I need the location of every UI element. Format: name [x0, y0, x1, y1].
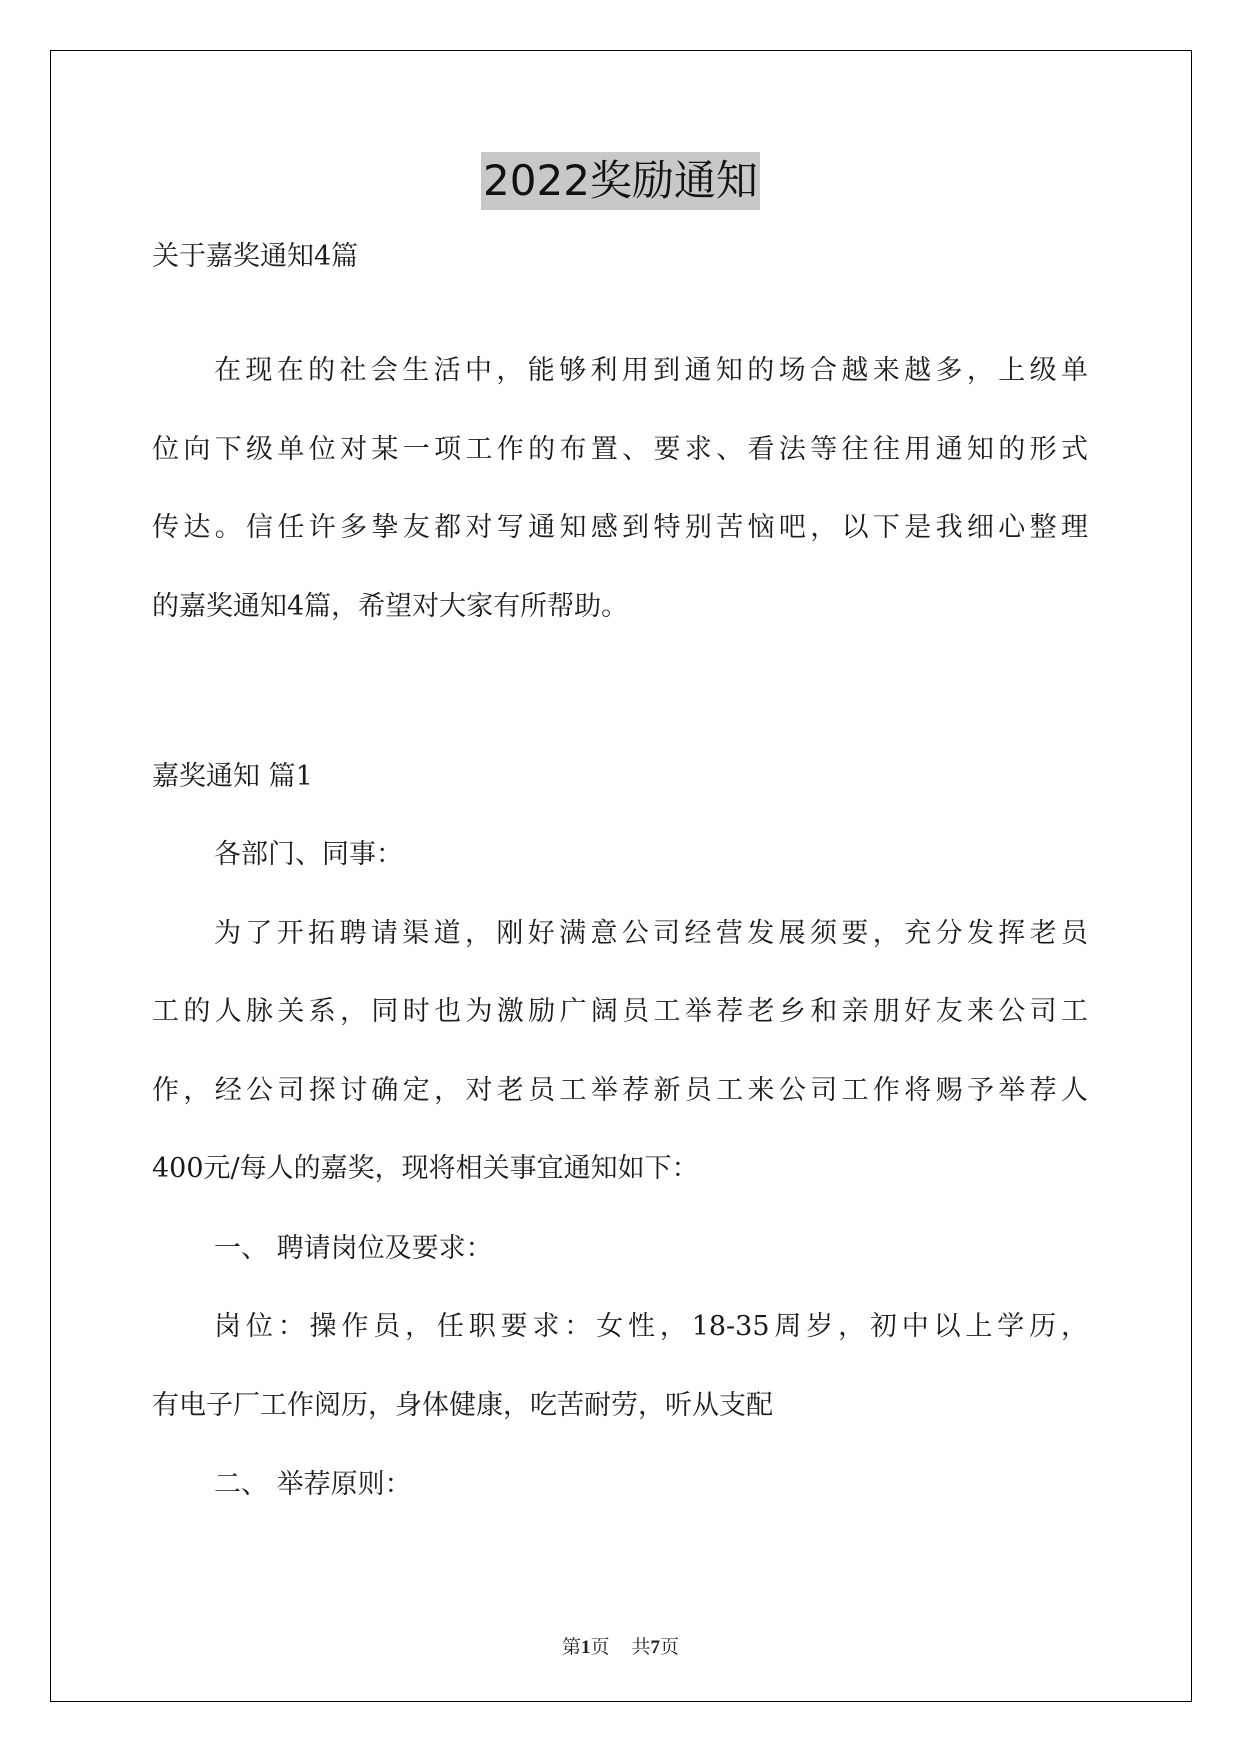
footer-page-suffix: 页: [590, 1637, 610, 1658]
document-title: 2022奖励通知: [481, 152, 760, 210]
body-line: 400元/每人的嘉奖，现将相关事宜通知如下：: [152, 1153, 699, 1184]
footer-total-prefix: 共: [631, 1637, 651, 1658]
intro-line: 传达。信任许多挚友都对写通知感到特别苦恼吧，以下是我细心整理: [152, 512, 1088, 543]
item-one-line: 岗位：操作员，任职要求：女性，18-35周岁，初中以上学历，: [214, 1311, 1088, 1342]
intro-line: 位向下级单位对某一项工作的布置、要求、看法等往往用通知的形式: [152, 434, 1088, 465]
intro-line: 在现在的社会生活中，能够利用到通知的场合越来越多，上级单: [214, 355, 1088, 386]
document-subtitle: 关于嘉奖通知4篇: [152, 241, 359, 272]
body-line: 为了开拓聘请渠道，刚好满意公司经营发展须要，充分发挥老员: [214, 918, 1088, 949]
item-two-heading: 二、 举荐原则：: [214, 1469, 412, 1500]
item-one-line: 有电子厂工作阅历，身体健康，吃苦耐劳，听从支配: [152, 1390, 773, 1421]
footer-page-prefix: 第: [561, 1637, 581, 1658]
footer-page-total: 7: [650, 1637, 661, 1658]
body-line: 工的人脉关系，同时也为激励广阔员工举荐老乡和亲朋好友来公司工: [152, 996, 1088, 1027]
salutation: 各部门、同事：: [214, 839, 403, 870]
body-line: 作，经公司探讨确定，对老员工举荐新员工来公司工作将赐予举荐人: [152, 1075, 1088, 1106]
footer-total-suffix: 页: [660, 1637, 680, 1658]
intro-line: 的嘉奖通知4篇，希望对大家有所帮助。: [152, 591, 629, 622]
page-footer: [0, 1632, 1241, 1659]
item-one-heading: 一、 聘请岗位及要求：: [214, 1233, 493, 1264]
title-container: [0, 152, 1241, 210]
section-heading: 嘉奖通知 篇1: [152, 761, 313, 792]
page-border: [50, 50, 1192, 1702]
footer-page-current: 1: [580, 1637, 591, 1658]
